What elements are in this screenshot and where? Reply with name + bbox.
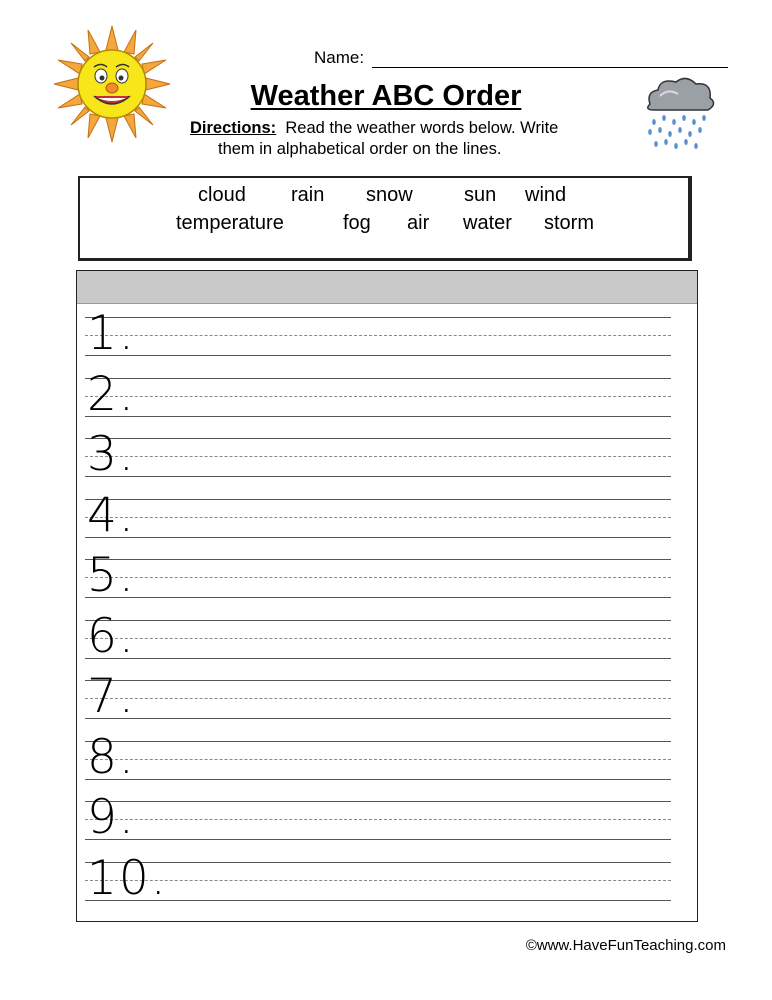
page-title: [0, 80, 772, 113]
answer-line[interactable]: [85, 487, 671, 559]
name-input-line[interactable]: [372, 51, 728, 68]
answer-line[interactable]: [85, 790, 671, 861]
word: fog: [343, 212, 371, 234]
line-number: 10.: [87, 850, 168, 906]
line-number: 3.: [87, 427, 136, 482]
word: temperature: [176, 212, 284, 234]
name-label: Name:: [314, 48, 365, 67]
word: rain: [291, 184, 325, 206]
line-number: 7.: [87, 669, 136, 724]
line-number: 5.: [87, 548, 136, 603]
word: snow: [366, 184, 413, 206]
line-number: 8.: [87, 729, 136, 785]
word: water: [463, 212, 512, 234]
answer-line[interactable]: [85, 427, 671, 498]
answer-line[interactable]: [85, 669, 671, 740]
answer-line[interactable]: [85, 608, 671, 680]
word-bank: [78, 176, 692, 261]
word: sun: [464, 184, 497, 206]
directions-line2: them in alphabetical order on the lines.: [218, 140, 502, 158]
name-field[interactable]: [314, 46, 728, 68]
line-number: 1.: [87, 306, 136, 361]
line-number: 9.: [87, 790, 136, 845]
line-number: 6.: [87, 608, 136, 664]
answer-sheet-header: [77, 271, 697, 304]
line-number: 2.: [87, 366, 136, 422]
answer-line[interactable]: [85, 366, 671, 438]
line-number: 4.: [87, 487, 136, 543]
directions-line1: Read the weather words below. Write: [285, 119, 559, 137]
directions: [190, 118, 630, 160]
page-title-text: Weather ABC Order: [250, 80, 522, 112]
directions-label: Directions:: [190, 119, 277, 137]
answer-line[interactable]: [85, 548, 671, 619]
word: cloud: [198, 184, 246, 206]
word: wind: [525, 184, 567, 206]
answer-line[interactable]: [85, 729, 671, 801]
answer-line[interactable]: [85, 850, 671, 922]
answer-sheet: [76, 270, 698, 922]
word: storm: [544, 212, 594, 234]
copyright-footer: ©www.HaveFunTeaching.com: [525, 937, 726, 954]
answer-line[interactable]: [85, 306, 671, 377]
word: air: [407, 212, 430, 234]
